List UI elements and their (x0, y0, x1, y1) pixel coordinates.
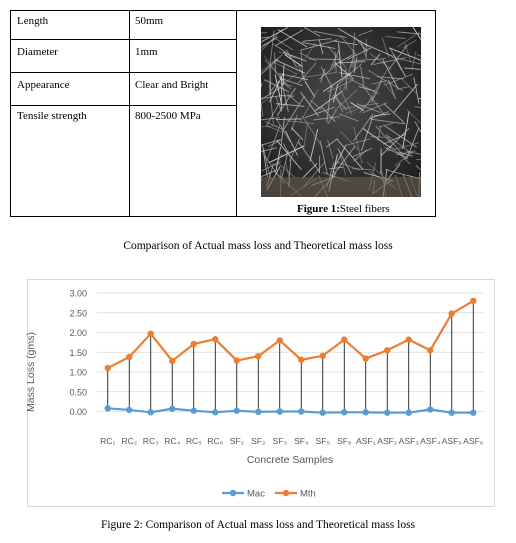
x-tick-label: ASF₃ (398, 436, 419, 446)
property-value: 800-2500 MPa (135, 110, 201, 122)
data-point-mac (341, 409, 347, 415)
x-tick-label: RC₄ (164, 436, 181, 446)
data-point-mac (277, 408, 283, 414)
data-point-mac (363, 409, 369, 415)
y-tick-label: 2.50 (69, 308, 87, 319)
x-tick-label: ASF₄ (420, 436, 441, 446)
chart-legend (222, 489, 316, 500)
y-tick-label: 1.50 (69, 347, 87, 358)
figure1-label: Figure 1: (297, 203, 340, 215)
data-point-mac (298, 408, 304, 414)
x-tick-label: SF₁ (229, 436, 244, 446)
data-point-mac (169, 406, 175, 412)
data-point-mac (384, 409, 390, 415)
data-point-mth (148, 330, 154, 336)
x-tick-label: RC₆ (207, 436, 224, 446)
data-point-mth (105, 365, 111, 371)
data-point-mac (320, 409, 326, 415)
x-tick-label: ASF₂ (377, 436, 398, 446)
property-name: Diameter (17, 46, 58, 58)
data-point-mth (470, 298, 476, 304)
legend-marker-mth (283, 490, 289, 496)
data-point-mac (449, 409, 455, 415)
x-tick-label: ASF₅ (441, 436, 462, 446)
data-point-mth (341, 336, 347, 342)
data-point-mac (148, 409, 154, 415)
data-point-mth (169, 358, 175, 364)
property-name: Length (17, 15, 49, 27)
data-point-mac (105, 405, 111, 411)
property-value: 50mm (135, 15, 164, 27)
data-point-mth (449, 310, 455, 316)
property-value: 1mm (135, 46, 158, 58)
data-point-mth (363, 355, 369, 361)
x-tick-label: ASF₆ (463, 436, 484, 446)
data-point-mac (406, 409, 412, 415)
data-point-mth (427, 347, 433, 353)
data-point-mth (234, 357, 240, 363)
data-point-mac (191, 408, 197, 414)
data-point-mac (470, 409, 476, 415)
x-tick-label: SF₃ (272, 436, 287, 446)
property-name: Tensile strength (17, 110, 87, 122)
data-point-mth (320, 353, 326, 359)
data-point-mth (406, 336, 412, 342)
figure2-caption: Figure 2: Comparison of Actual mass loss and Theoretical mass loss (100, 519, 416, 531)
chart-heading: Comparison of Actual mass loss and Theoretical mass loss (123, 240, 393, 252)
legend-label-mth: Mth (300, 488, 316, 500)
legend-marker-mac (230, 490, 236, 496)
data-point-mac (212, 409, 218, 415)
y-tick-label: 0.00 (69, 407, 87, 417)
x-tick-label: SF₅ (315, 436, 330, 446)
x-tick-label: ASF₁ (355, 436, 376, 446)
property-name: Appearance (17, 79, 70, 91)
y-axis-label: Mass Loss (gms) (25, 332, 37, 412)
legend-label-mac: Mac (247, 488, 265, 500)
x-tick-label: RC₅ (185, 436, 202, 446)
data-point-mth (384, 347, 390, 353)
y-tick-label: 1.00 (69, 367, 87, 378)
figure1-text: Steel fibers (339, 203, 390, 215)
series-line-mth (108, 301, 474, 368)
y-tick-label: 0.50 (69, 387, 87, 398)
x-tick-label: RC₁ (100, 436, 116, 446)
data-point-mth (298, 357, 304, 363)
data-point-mth (212, 336, 218, 342)
data-point-mac (126, 407, 132, 413)
property-value: Clear and Bright (135, 79, 209, 91)
x-tick-label: SF₄ (294, 436, 309, 446)
y-tick-label: 3.00 (69, 288, 87, 299)
data-point-mth (191, 341, 197, 347)
data-point-mac (234, 408, 240, 414)
data-point-mth (277, 337, 283, 343)
x-tick-label: SF₂ (251, 436, 266, 446)
series-line-mac (108, 408, 474, 412)
data-point-mac (427, 406, 433, 412)
x-tick-label: RC₂ (121, 436, 138, 446)
x-tick-label: SF₆ (337, 436, 352, 446)
x-axis-label: Concrete Samples (246, 454, 334, 466)
data-point-mth (126, 354, 132, 360)
data-point-mac (255, 409, 261, 415)
x-tick-label: RC₃ (142, 436, 159, 446)
data-point-mth (255, 353, 261, 359)
y-tick-label: 2.00 (69, 328, 87, 338)
